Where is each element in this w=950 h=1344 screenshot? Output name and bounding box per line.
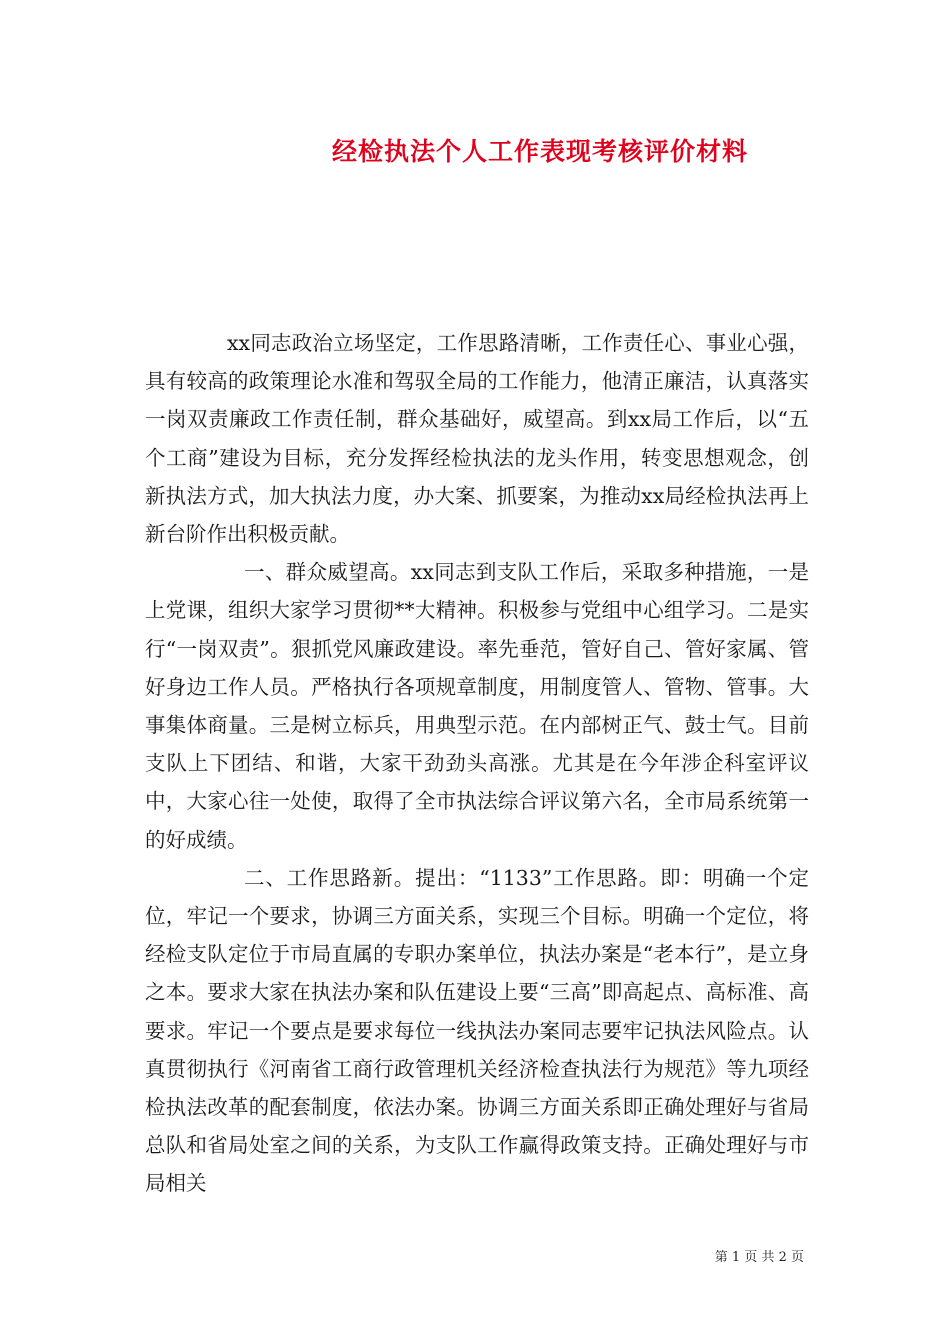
page-number: 第 1 页 共 2 页 — [714, 1250, 804, 1265]
paragraph-intro: xx同志政治立场坚定，工作思路清晰，工作责任心、事业心强，具有较高的政策理论水准和驾驭全局的工作能力，他清正廉洁，认真落实一岗双责廉政工作责任制，群众基础好，威望高。到xx局工作后，以“五个工商”建设为目标，充分发挥经检执法的龙头作用，转变思想观念，创新执法方式，加大执法力度，办大案、抓要案，为推动xx局经检执法再上新台阶作出积极贡献。 — [145, 331, 809, 547]
paragraph-section-one: 一、群众威望高。xx同志到支队工作后，采取多种措施，一是上党课，组织大家学习贯彻**大精神。积极参与党组中心组学习。二是实行“一岗双责”。狠抓党风廉政建设。率先垂范，管好自己、管好家属、管好身边工作人员。严格执行各项规章制度，用制度管人、管物、管事。大事集体商量。三是树立标兵，用典型示范。在内部树正气、鼓士气。目前支队上下团结、和谐，大家干劲劲头高涨。尤其是在今年涉企科室评议中，大家心往一处使，取得了全市执法综合评议第六名，全市局系统第一的好成绩。 — [145, 560, 809, 852]
paragraph-section-two: 二、工作思路新。提出：“1133”工作思路。即：明确一个定位，牢记一个要求，协调三方面关系，实现三个目标。明确一个定位，将经检支队定位于市局直属的专职办案单位，执法办案是“老本行”，是立身之本。要求大家在执法办案和队伍建设上要“三高”即高起点、高标准、高要求。牢记一个要点是要求每位一线执法办案同志要牢记执法风险点。认真贯彻执行《河南省工商行政管理机关经济检查执法行为规范》等九项经检执法改革的配套制度，依法办案。协调三方面关系即正确处理好与省局总队和省局处室之间的关系，为支队工作赢得政策支持。正确处理好与市局相关 — [145, 865, 809, 1196]
document-title: 经检执法个人工作表现考核评价材料 — [331, 137, 748, 166]
document-body — [145, 324, 809, 1203]
